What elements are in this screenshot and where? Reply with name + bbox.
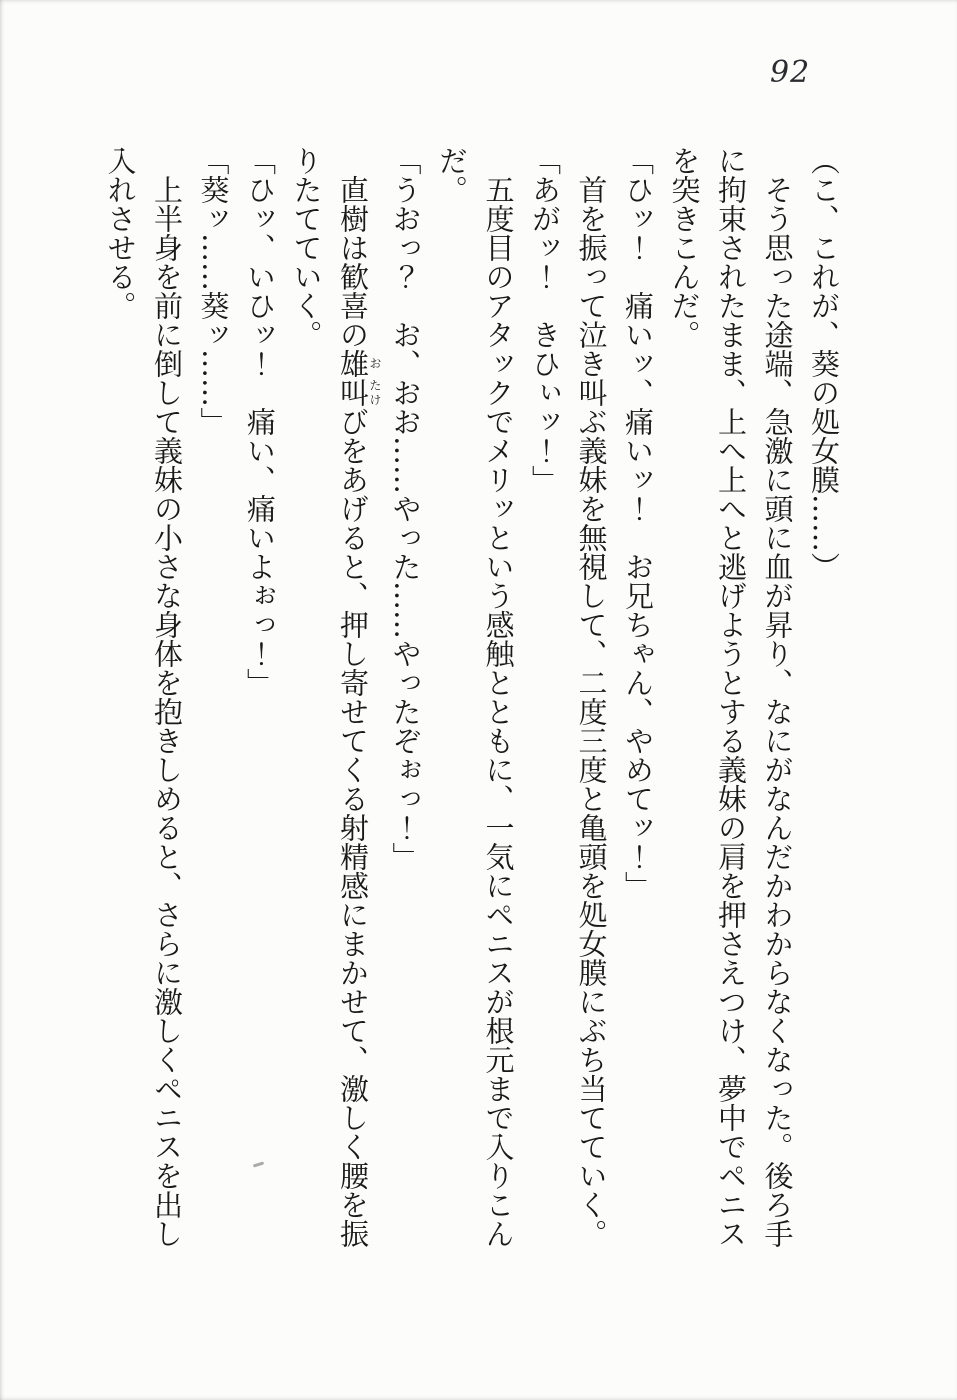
text-block: [97, 146, 847, 1252]
text-line: りたてていく。: [289, 146, 324, 349]
text-line: 「ひッ、いひッ！ 痛い、痛いよぉっ！」: [243, 146, 277, 697]
text-line: 入れさせる。: [103, 146, 138, 320]
text-line: 「あがッ！ きひぃッ！」: [528, 146, 562, 494]
text-line: 首を振って泣き叫ぶ義妹を無視して、二度三度と亀頭を処女膜にぶち当てていく。: [574, 175, 609, 1248]
text-line: （こ、これが、葵の処女膜……）: [807, 146, 841, 581]
text-line: だ。: [435, 146, 469, 204]
text-line: 「ひッ！ 痛いッ、痛いッ！ お兄ちゃん、やめてッ！」: [621, 146, 655, 900]
page-number: 92: [770, 55, 811, 90]
furigana-ruby: 叫たけ: [336, 378, 382, 407]
text-line: 「葵ッ……葵ッ……」: [196, 146, 231, 436]
text-line: 上半身を前に倒して義妹の小さな身体を抱きしめると、さらに激しくペニスを出し: [150, 175, 184, 1248]
text-line: そう思った途端、急激に頭に血が昇り、なにがなんだかわからなくなった。後ろ手: [760, 175, 795, 1248]
text-line: 「うおっ？ お、おお……やった……やったぞぉっ！」: [388, 146, 423, 871]
text-line: に拘束されたまま、上へ上へと逃げようとする義妹の肩を押さえつけ、夢中でペニス: [714, 146, 748, 1248]
furigana-ruby: 雄お: [336, 349, 382, 378]
text-line: 五度目のアタックでメリッという感触とともに、一気にペニスが根元まで入りこん: [481, 175, 516, 1248]
text-line: を突きこんだ。: [667, 146, 702, 349]
text-line: 直樹は歓喜の雄お叫たけびをあげると、押し寄せてくる射精感にまかせて、激しく腰を振: [336, 175, 382, 1248]
